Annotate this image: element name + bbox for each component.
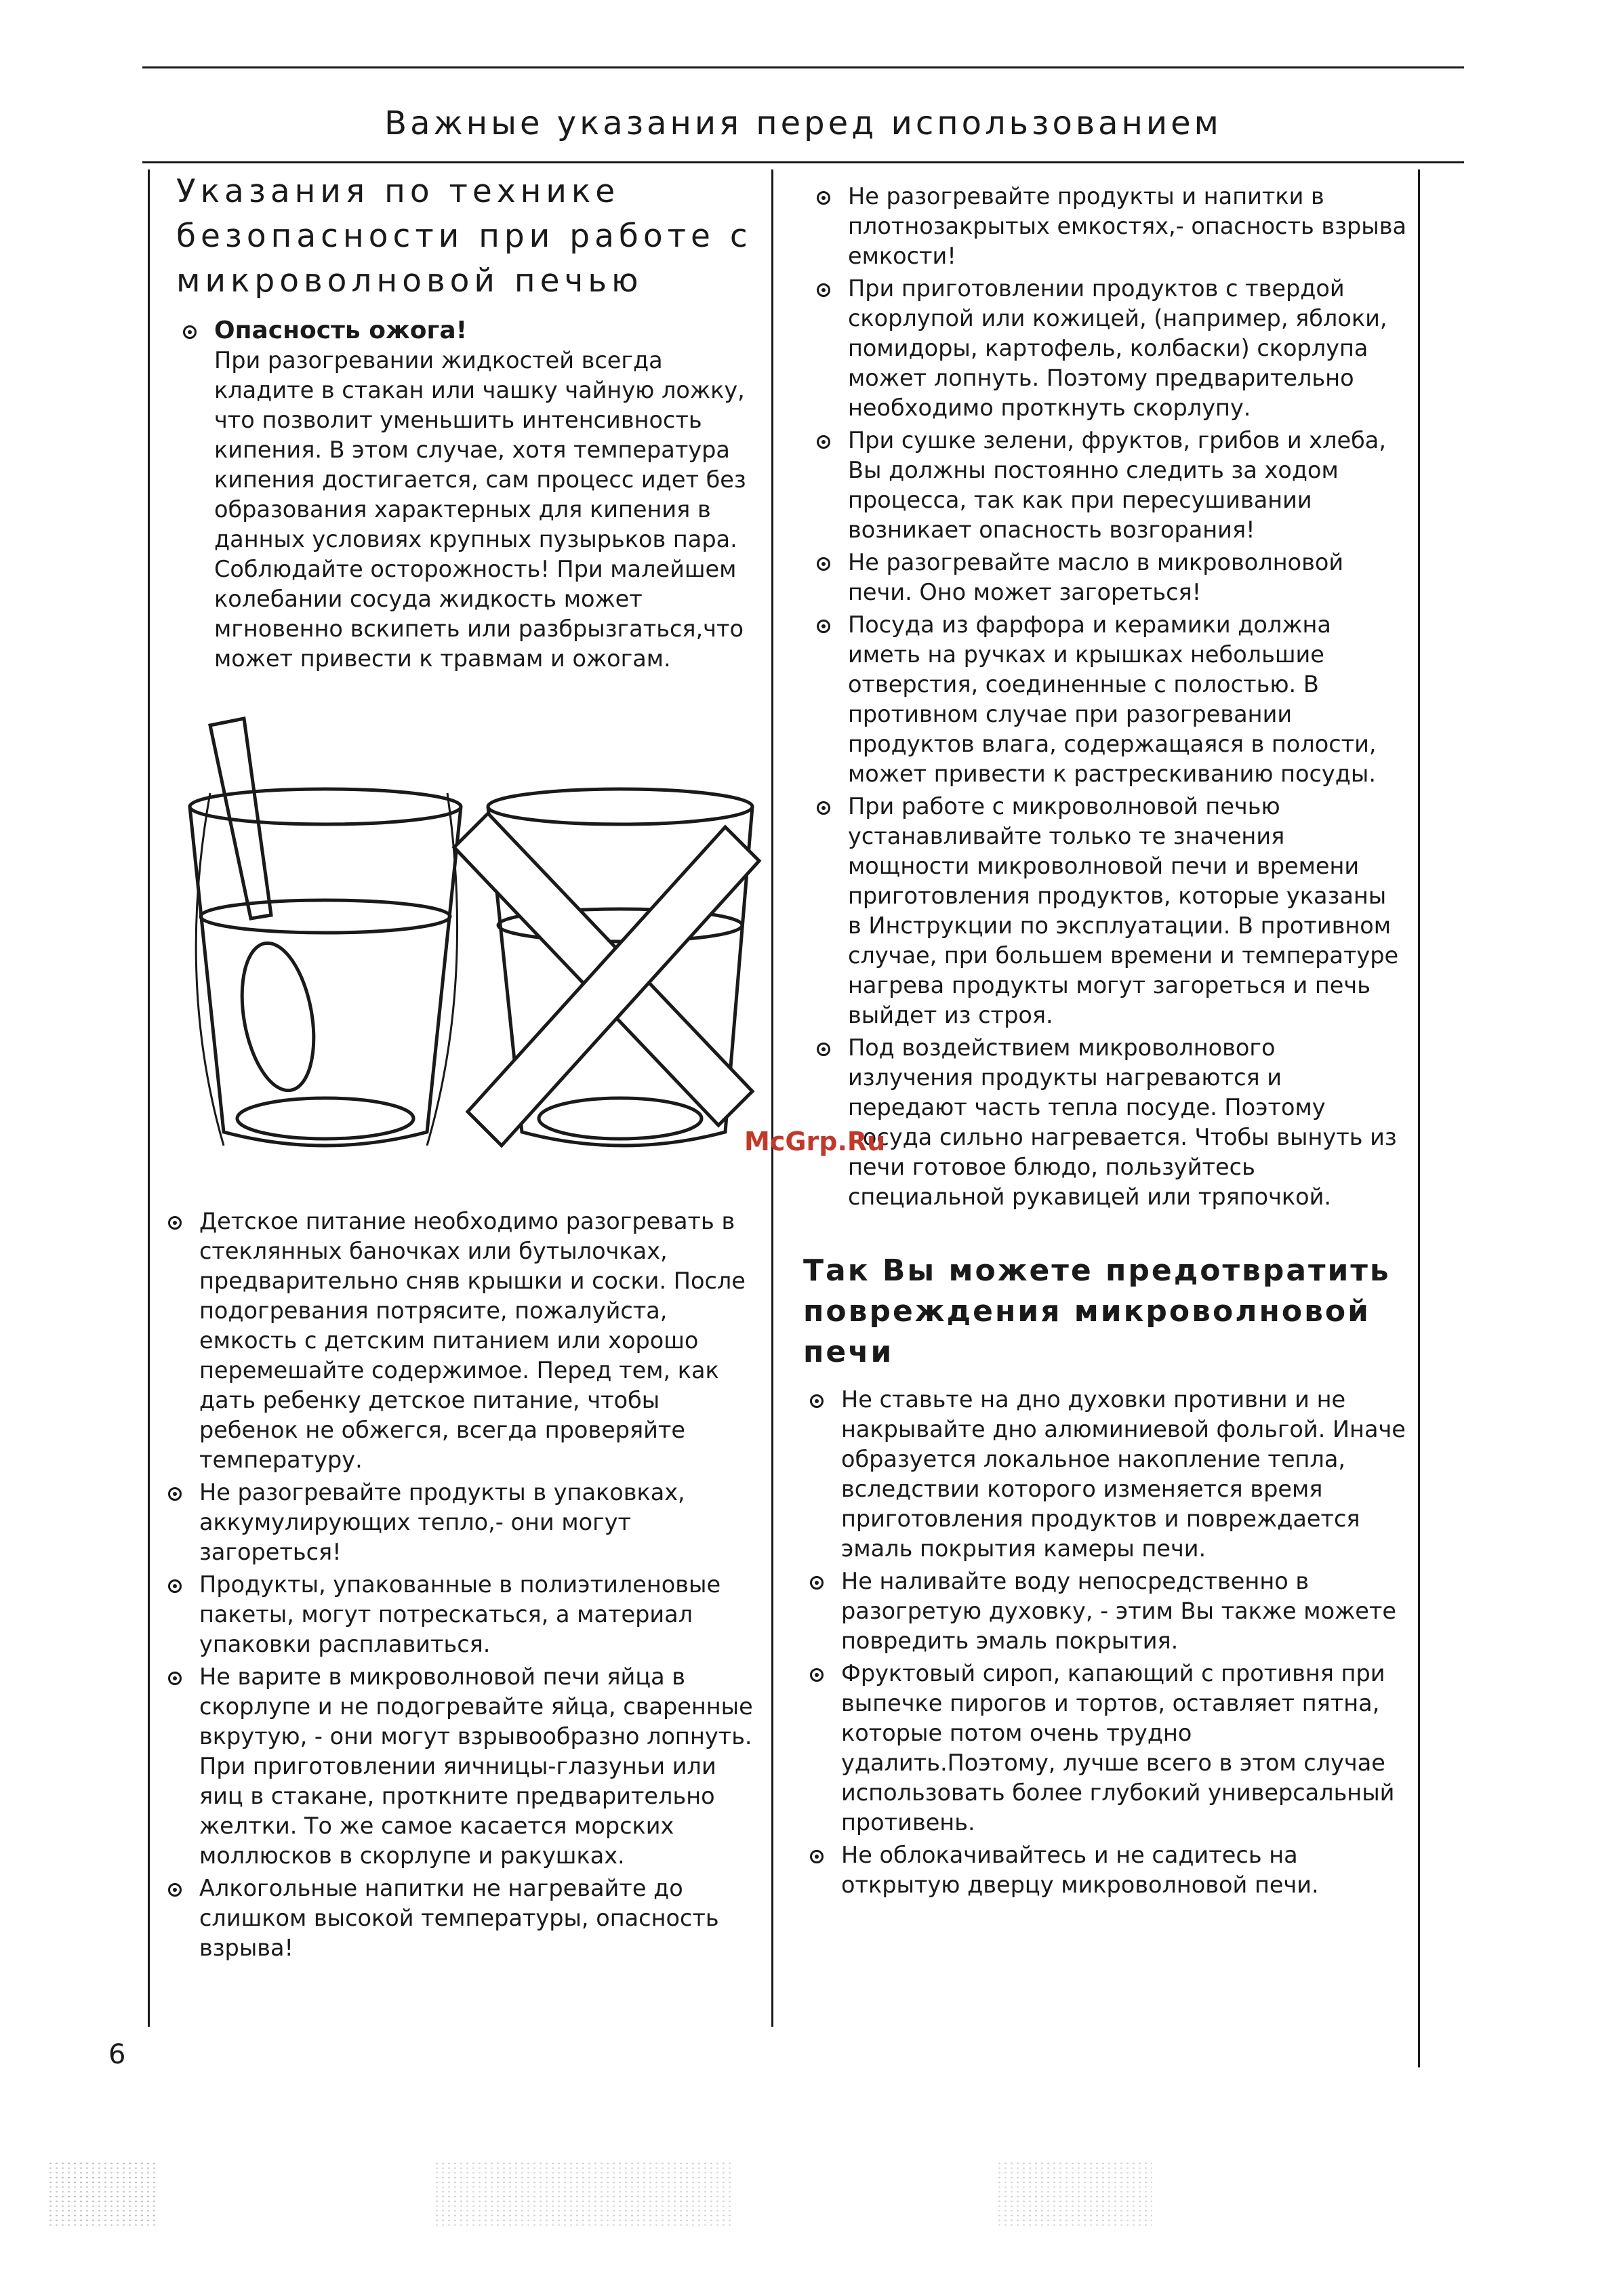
column-divider — [771, 169, 773, 2027]
list-item: Не наливайте воду непосредственно в разогретую духовку, - этим Вы также можете повредить эмаль покрытия. — [803, 1567, 1406, 1656]
cross-mark-icon — [454, 813, 759, 1146]
bullet-icon — [168, 1579, 182, 1593]
bullet-icon — [810, 1850, 824, 1863]
bullet-icon — [168, 1487, 182, 1501]
bullet-icon — [168, 1672, 182, 1685]
list-item: Не варите в микроволновой печи яйца в скорлупе и не подогревайте яйца, сваренные вкрутую, - они могут взрывообразно лопнуть. При приготовлении яичницы-глазуньи или яиц в стакане, проткните предварительно желтки. То же самое касается морских моллюсков в скорлупе и ракушках. — [161, 1662, 758, 1871]
list-item: Посуда из фарфора и керамики должна иметь на ручках и крышках небольшие отверстия, соединенные с полостью. В противном случае при разогревании продуктов влага, содержащаяся в полости, может привести к растрескиванию посуды. — [810, 610, 1406, 789]
list-item: Не разогревайте продукты в упаковках, аккумулирующих тепло,- они могут загореться! — [161, 1478, 758, 1567]
bullet-icon — [817, 557, 830, 571]
list-item: При сушке зелени, фруктов, грибов и хлеба, Вы должны постоянно следить за ходом процесса, так как при пересушивании возникает опасность возгорания! — [810, 426, 1406, 545]
list-item: При приготовлении продуктов с твердой скорлупой или кожицей, (например, яблоки, помидоры, картофель, колбаски) скорлупа может лопнуть. Поэтому предварительно необходимо проткнуть скорлупу. — [810, 274, 1406, 423]
bullet-icon — [817, 435, 830, 449]
left-margin-rule — [148, 169, 150, 2027]
right-column — [810, 182, 1406, 1215]
bullet-icon — [810, 1576, 824, 1590]
right-column-lower — [803, 1251, 1406, 1903]
hazard-text: При разогревании жидкостей всегда кладите в стакан или чашку чайную ложку, что позволит уменьшить интенсивность кипения. В этом случае, хотя температура кипения достигается, сам процесс идет без образования характерных для кипения в данных условиях крупных пузырьков пара. Соблюдайте осторожность! При малейшем колебании сосуда жидкость может мгновенно вскипеть или разбрызгаться,что может привести к травмам и ожогам. — [214, 347, 746, 672]
scan-noise — [47, 2161, 156, 2229]
bullet-icon — [817, 801, 830, 815]
list-item: Продукты, упакованные в полиэтиленовые пакеты, могут потрескаться, а материал упаковки расплавиться. — [161, 1570, 758, 1659]
list-item: Не разогревайте масло в микроволновой печи. Оно может загореться! — [810, 548, 1406, 607]
bullet-icon — [810, 1394, 824, 1408]
hazard-item — [176, 316, 759, 674]
page-title: Важные указания перед использованием — [384, 104, 1222, 142]
safety-heading: Указания по технике безопасности при работе с микроволновой печью — [176, 173, 752, 300]
watermark: McGrp.Ru — [744, 1127, 886, 1156]
page-number: 6 — [108, 2039, 126, 2070]
bullet-icon — [183, 325, 197, 339]
list-item: Детское питание необходимо разогревать в стеклянных баночках или бутылочках, предварительно сняв крышки и соски. После подогревания потрясите, пожалуйста, емкость с детским питанием или хорошо перемешайте содержимое. Перед тем, как дать ребенку детское питание, чтобы ребенок не обжегся, всегда проверяйте температуру. — [161, 1207, 758, 1475]
left-column-list — [161, 1207, 758, 1966]
scan-noise — [434, 2161, 732, 2229]
bullet-icon — [168, 1883, 182, 1897]
bullet-icon — [817, 283, 830, 297]
list-item: Под воздействием микроволнового излучения продукты нагреваются и передают часть тепла посуде. Поэтому посуда сильно нагревается. Чтобы вынуть из печи готовое блюдо, пользуйтесь специальной рукавицей или тряпочкой. — [810, 1033, 1406, 1212]
right-margin-rule — [1418, 169, 1420, 2067]
header-bottom-rule — [142, 161, 1464, 163]
list-item: Не ставьте на дно духовки противни и не накрывайте дно алюминиевой фольгой. Иначе образуется локальное накопление тепла, вследствии которого изменяется время приготовления продуктов и повреждается эмаль покрытия камеры печи. — [803, 1385, 1406, 1564]
list-item: Не облокачивайтесь и не садитесь на открытую дверцу микроволновой печи. — [803, 1840, 1406, 1900]
bullet-icon — [168, 1216, 182, 1230]
list-item: Не разогревайте продукты и напитки в плотнозакрытых емкостях,- опасность взрыва емкости! — [810, 182, 1406, 271]
hazard-title: Опасность ожога! — [214, 317, 468, 344]
bullet-icon — [817, 1043, 830, 1056]
prevent-damage-heading: Так Вы можете предотвратить повреждения микроволновой печи — [803, 1253, 1391, 1369]
bullet-icon — [810, 1668, 824, 1682]
list-item: Фруктовый сироп, капающий с противня при выпечке пирогов и тортов, оставляет пятна, которые потом очень трудно удалить.Поэтому, лучше всего в этом случае использовать более глубокий универсальный противень. — [803, 1659, 1406, 1838]
scan-noise — [996, 2161, 1152, 2229]
bullet-icon — [817, 620, 830, 633]
glass-with-spoon-icon — [190, 719, 461, 1146]
list-item: При работе с микроволновой печью устанавливайте только те значения мощности микроволновой печи и времени приготовления продуктов, которые указаны в Инструкции по эксплуатации. В противном случае, при большем времени и температуре нагрева продукты могут загореться и печь выйдет из строя. — [810, 792, 1406, 1030]
left-column — [176, 169, 759, 676]
glasses-illustration — [169, 712, 766, 1200]
page-header — [142, 66, 1464, 161]
bullet-icon — [817, 191, 830, 205]
list-item: Алкогольные напитки не нагревайте до слишком высокой температуры, опасность взрыва! — [161, 1874, 758, 1963]
